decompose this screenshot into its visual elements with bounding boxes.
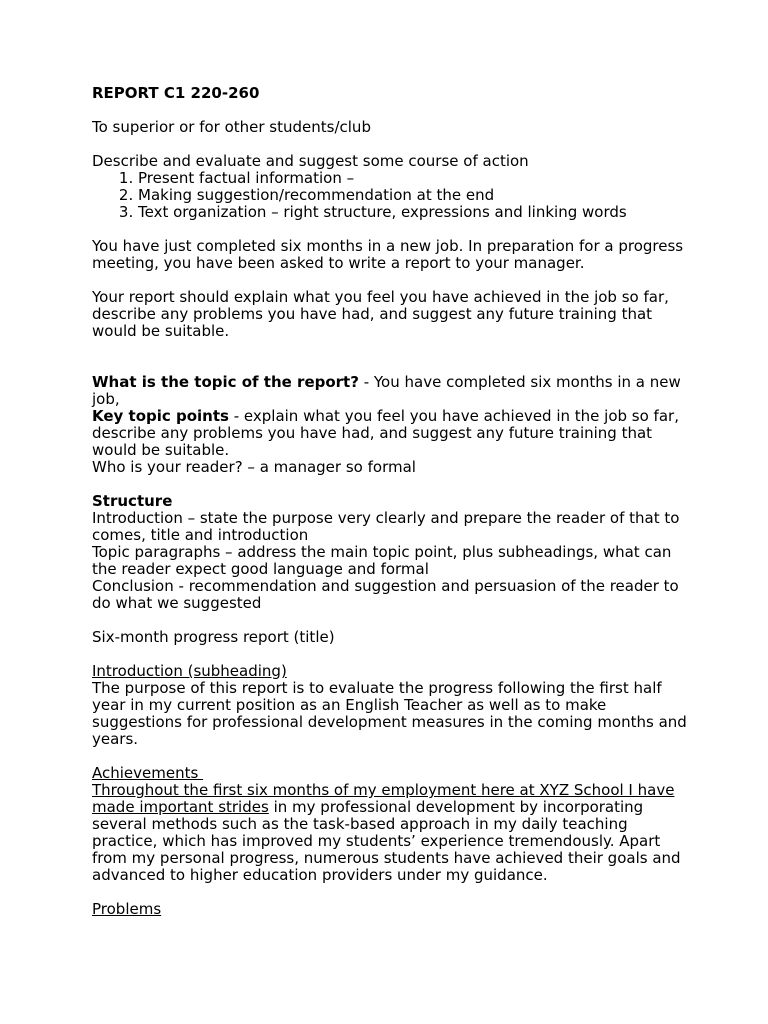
- spacer: [92, 221, 692, 238]
- introduction-body: The purpose of this report is to evaluate the progress following the first half year in my current position as an English Teacher as well as to make suggestions for professional development measures in the coming months and years.: [92, 679, 687, 748]
- spacer: [92, 748, 692, 765]
- spacer: [92, 646, 692, 663]
- problems-subheading: Problems: [92, 900, 162, 918]
- structure-heading: Structure: [92, 492, 173, 510]
- spacer: [92, 340, 692, 357]
- spacer: [92, 272, 692, 289]
- spacer: [92, 884, 692, 901]
- spacer: [92, 102, 692, 119]
- achievements-underlined-text: Throughout the first six months of my employment here at XYZ School I have made important strides: [92, 781, 675, 816]
- spacer: [92, 357, 692, 374]
- prompt-paragraph-1: You have just completed six months in a new job. In preparation for a progress meeting, you have been asked to write a report to your manager.: [92, 237, 684, 272]
- structure-conclusion: Conclusion - recommendation and suggestion and persuasion of the reader to do what we suggested: [92, 577, 679, 612]
- task-list-item: 2. Making suggestion/recommendation at the end: [138, 187, 692, 204]
- spacer: [92, 136, 692, 153]
- spacer: [92, 476, 692, 493]
- topic-label: What is the topic of the report?: [92, 373, 359, 391]
- prompt-paragraph-2: Your report should explain what you feel you have achieved in the job so far, describe any problems you have had, and suggest any future training that would be suitable.: [92, 288, 669, 340]
- key-points: [92, 408, 692, 459]
- introduction-subheading: Introduction (subheading): [92, 662, 287, 680]
- achievements-text: in my professional development by incorporating several methods such as the task-based approach in my daily teaching practice, which has improved my students’ experience tremendously. Apart from my personal progress, numerous students have achieved their goals and advanced to higher education providers under my guidance.: [92, 798, 681, 884]
- key-points-text: - explain what you feel you have achieved in the job so far, describe any problems you have had, and suggest any future training that would be suitable.: [92, 407, 679, 459]
- topic-text: - You have completed six months in a new job,: [92, 373, 681, 408]
- spacer: [92, 612, 692, 629]
- report-title: Six-month progress report (title): [92, 628, 335, 646]
- task-list-item: 3. Text organization – right structure, expressions and linking words: [138, 204, 692, 221]
- task-list-item: 1. Present factual information –: [138, 170, 692, 187]
- achievements-body: [92, 782, 692, 884]
- document-page: [92, 85, 692, 918]
- task-list: [92, 170, 692, 221]
- structure-introduction: Introduction – state the purpose very clearly and prepare the reader of that to comes, title and introduction: [92, 509, 680, 544]
- task-line: Describe and evaluate and suggest some course of action: [92, 152, 529, 170]
- structure-topic-paragraphs: Topic paragraphs – address the main topic point, plus subheadings, what can the reader expect good language and formal: [92, 543, 672, 578]
- topic-question: [92, 374, 692, 408]
- achievements-subheading: Achievements: [92, 764, 204, 782]
- document-title: REPORT C1 220-260: [92, 84, 260, 102]
- audience-line: To superior or for other students/club: [92, 118, 371, 136]
- key-points-label: Key topic points: [92, 407, 229, 425]
- reader-line: Who is your reader? – a manager so formal: [92, 458, 416, 476]
